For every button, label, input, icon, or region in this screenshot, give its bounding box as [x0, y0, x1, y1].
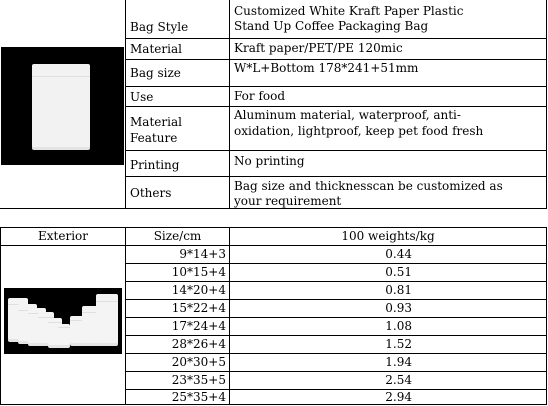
spec-label-others: Others	[130, 186, 172, 200]
spec-value-material: Kraft paper/PET/PE 120mic	[234, 41, 403, 55]
spec-value-others-line1: Bag size and thicknesscan be customized as	[234, 179, 503, 193]
size-cell: 9*14+3	[179, 247, 226, 261]
size-cell: 10*15+4	[171, 265, 226, 279]
weight-cell: 0.44	[385, 247, 412, 261]
weight-cell: 1.52	[385, 337, 412, 351]
size-cell: 14*20+4	[171, 283, 226, 297]
bag-size-9	[96, 294, 118, 346]
stand-up-bag-image	[32, 64, 90, 150]
size-cell: 15*22+4	[171, 301, 226, 315]
header-weight: 100 weights/kg	[341, 229, 435, 243]
spec-value-material-feature-line1: Aluminum material, waterproof, anti-	[234, 108, 461, 122]
spec-label-material: Material	[130, 42, 182, 56]
spec-value-bag-style-line2: Stand Up Coffee Packaging Bag	[234, 19, 429, 33]
spec-value-material-feature-line2: oxidation, lightproof, keep pet food fresh	[234, 124, 484, 138]
size-cell: 23*35+5	[171, 373, 226, 387]
header-exterior: Exterior	[38, 229, 88, 243]
weight-cell: 2.94	[385, 390, 412, 404]
product-photo	[1, 47, 124, 165]
exterior-photo	[4, 288, 122, 354]
bag-size-6	[58, 324, 70, 348]
size-cell: 25*35+4	[171, 390, 226, 404]
weight-cell: 1.08	[385, 319, 412, 333]
spec-value-use: For food	[234, 89, 286, 103]
spec-label-bag-style: Bag Style	[130, 20, 189, 34]
spec-label-printing: Printing	[130, 158, 180, 172]
size-cell: 28*26+4	[171, 337, 226, 351]
spec-value-bag-style-line1: Customized White Kraft Paper Plastic	[234, 4, 464, 18]
weight-cell: 0.81	[385, 283, 412, 297]
spec-label-material-feature-line1: Material	[130, 115, 182, 129]
spec-label-material-feature-line2: Feature	[130, 131, 178, 145]
spec-value-printing: No printing	[234, 154, 305, 168]
weight-cell: 0.51	[385, 265, 412, 279]
spec-value-others-line2: your requirement	[234, 194, 342, 208]
header-size: Size/cm	[153, 229, 202, 243]
spec-label-bag-size: Bag size	[130, 66, 181, 80]
weight-cell: 2.54	[385, 373, 412, 387]
size-cell: 20*30+5	[171, 355, 226, 369]
spec-value-bag-size: W*L+Bottom 178*241+51mm	[234, 61, 419, 75]
weight-cell: 1.94	[385, 355, 412, 369]
size-cell: 17*24+4	[171, 319, 226, 333]
weight-cell: 0.93	[385, 301, 412, 315]
spec-label-use: Use	[130, 90, 154, 104]
